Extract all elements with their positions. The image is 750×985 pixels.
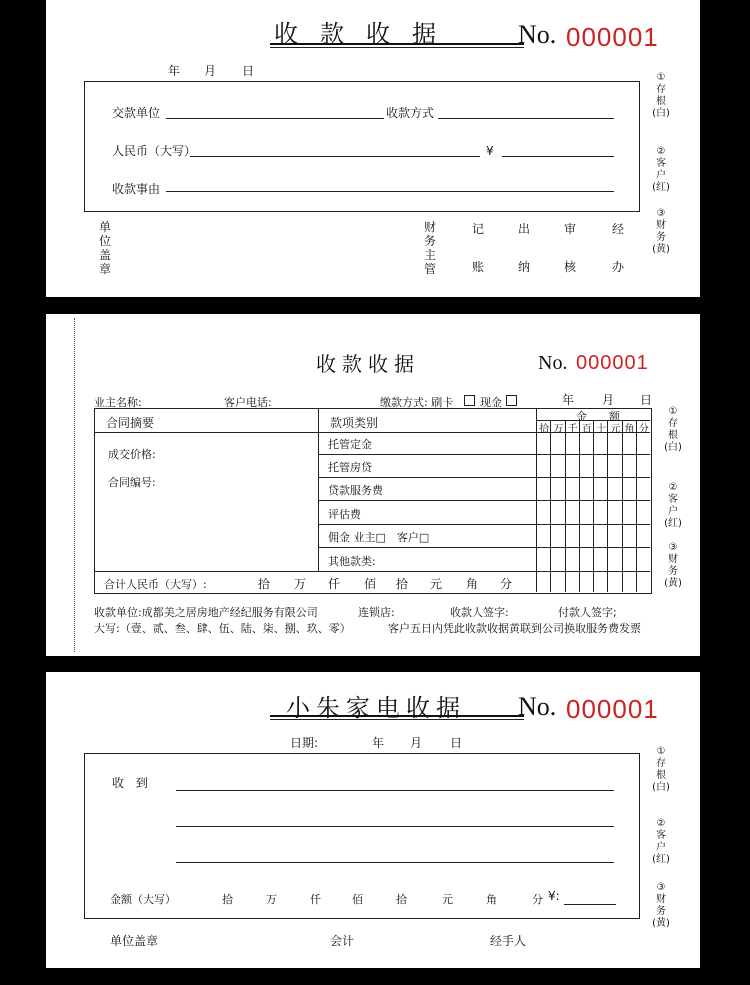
amount-unit-label: 角 <box>486 893 497 906</box>
receipt-number: 000001 <box>576 352 649 374</box>
receipt-3-title: 小朱家电收据 <box>286 694 466 722</box>
digit-header: 万 <box>553 424 564 435</box>
sign-cashier-bottom: 纳 <box>518 260 531 274</box>
item-row-label: 贷款服务费 <box>328 484 383 497</box>
no-label: No. <box>518 20 557 49</box>
sign-handler-top: 经 <box>612 222 625 236</box>
item-row-label: 其他款类: <box>328 555 376 568</box>
reason-field[interactable] <box>166 191 614 192</box>
stamp-label: 单位盖章 <box>110 934 159 948</box>
digit-header: 十 <box>596 424 607 435</box>
amount-label: 金额（大写） <box>110 893 176 906</box>
phone-label: 客户电话: <box>224 396 272 409</box>
amount-unit-label: 分 <box>532 893 543 906</box>
total-label: 合计人民币（大写）: <box>104 578 207 591</box>
day-label: 日 <box>242 64 255 78</box>
year-label: 年 <box>168 64 181 78</box>
no-label: No. <box>518 692 557 721</box>
month-label: 月 <box>602 393 615 407</box>
yen-field[interactable] <box>502 156 614 157</box>
col-contract-header: 合同摘要 <box>106 416 155 430</box>
amount-unit-label: 万 <box>266 893 277 906</box>
day-label: 日 <box>640 393 653 407</box>
title-underline <box>270 715 524 717</box>
receipt-2-title: 收款收据 <box>316 352 420 376</box>
copy-label-stub: ① 存 根 (白) <box>664 406 682 453</box>
title-underline <box>270 47 524 48</box>
method-label: 收款方式 <box>386 106 435 120</box>
receipt-number: 000001 <box>566 694 659 724</box>
stamp-label: 单 位 盖 章 <box>98 220 111 276</box>
cash-label: 现金 <box>480 396 502 409</box>
amount-unit-label: 佰 <box>352 893 363 906</box>
pay-method-label: 缴款方式: 刷卡 <box>380 396 454 409</box>
receipt-1 <box>46 0 700 297</box>
copy-label-customer: ② 客 户 (红) <box>652 146 670 193</box>
receipt-3 <box>46 672 700 968</box>
receipt-number: 000001 <box>566 22 659 52</box>
reason-label: 收款事由 <box>112 182 161 196</box>
amount-unit-label: 元 <box>442 893 453 906</box>
total-unit-label: 拾 <box>396 577 409 591</box>
total-unit-label: 元 <box>430 577 443 591</box>
received-label: 收 到 <box>112 776 152 790</box>
total-unit-label: 角 <box>466 577 479 591</box>
total-unit-label: 佰 <box>364 577 377 591</box>
total-unit-label: 拾 <box>258 577 271 591</box>
sign-handler-bottom: 办 <box>612 260 625 274</box>
day-label: 日 <box>450 736 463 750</box>
date-label: 日期: <box>290 736 319 750</box>
copy-label-stub: ① 存 根 (白) <box>652 746 670 793</box>
cash-checkbox[interactable] <box>506 395 517 406</box>
col-amount-header: 金 额 <box>576 410 620 423</box>
branch-label: 连锁店: <box>358 606 395 619</box>
receipt-1-title: 收款收据 <box>274 20 458 48</box>
copy-label-finance: ③ 财 务 (黄) <box>664 542 682 589</box>
card-checkbox[interactable] <box>464 395 475 406</box>
rmb-field[interactable] <box>190 156 480 157</box>
copy-label-customer: ② 客 户 (红) <box>652 818 670 865</box>
payee-sign-label: 收款人签字: <box>450 606 509 619</box>
month-label: 月 <box>410 736 423 750</box>
col-items-header: 款项类别 <box>330 416 379 430</box>
digit-header: 角 <box>624 424 635 435</box>
title-underline <box>270 719 524 720</box>
amount-unit-label: 仟 <box>310 893 321 906</box>
method-field[interactable] <box>438 118 614 119</box>
item-row-label: 托管定金 <box>328 438 372 451</box>
digit-header: 分 <box>638 424 649 435</box>
sign-review-top: 审 <box>564 222 577 236</box>
perforation-line <box>74 318 75 652</box>
company-label: 收款单位:成都美之居房地产经纪服务有限公司 <box>94 606 318 619</box>
copy-label-finance: ③ 财 务 (黄) <box>652 208 670 255</box>
receipt-2 <box>46 314 700 656</box>
sign-review-bottom: 核 <box>564 260 577 274</box>
accountant-label: 会计 <box>330 934 355 948</box>
daxie-note: 大写:（壹、贰、叁、肆、伍、陆、柒、捌、玖、零） <box>94 622 351 635</box>
yen-label: ¥ <box>486 144 494 158</box>
owner-label: 业主名称: <box>94 396 142 409</box>
item-row-label: 佣金 业主□ 客户□ <box>328 531 430 544</box>
copy-label-stub: ① 存 根 (白) <box>652 72 670 119</box>
contract-no-label: 合同编号: <box>108 476 156 489</box>
handler-label: 经手人 <box>490 934 527 948</box>
title-underline <box>270 43 524 45</box>
sign-bookkeeping-bottom: 账 <box>472 260 485 274</box>
digit-header: 拾 <box>539 424 550 435</box>
total-unit-label: 仟 <box>328 577 341 591</box>
amount-unit-label: 拾 <box>396 893 407 906</box>
received-line-2[interactable] <box>176 826 614 827</box>
finance-label: 财 务 主 管 <box>423 220 436 276</box>
total-unit-label: 分 <box>500 577 513 591</box>
amount-unit-label: 拾 <box>222 893 233 906</box>
digit-header: 百 <box>581 424 592 435</box>
sign-bookkeeping-top: 记 <box>472 222 485 236</box>
invoice-notice: 客户五日内凭此收款收据黄联到公司换取服务费发票 <box>388 622 641 635</box>
sign-cashier-top: 出 <box>518 222 531 236</box>
rmb-label: 人民币（大写） <box>112 144 197 158</box>
year-label: 年 <box>372 736 385 750</box>
item-row-label: 托管房贷 <box>328 461 372 474</box>
digit-header: 千 <box>567 424 578 435</box>
payer-label: 交款单位 <box>112 106 161 120</box>
received-line-3[interactable] <box>176 862 614 863</box>
yen-label: ¥: <box>548 889 560 903</box>
month-label: 月 <box>204 64 217 78</box>
payer-sign-label: 付款人签字; <box>558 606 617 619</box>
item-row-label: 评估费 <box>328 508 361 521</box>
price-label: 成交价格: <box>108 448 156 461</box>
digit-header: 元 <box>610 424 621 435</box>
total-unit-label: 万 <box>294 577 307 591</box>
received-line-1[interactable] <box>176 790 614 791</box>
no-label: No. <box>538 352 568 374</box>
payer-field[interactable] <box>166 118 384 119</box>
year-label: 年 <box>562 393 575 407</box>
copy-label-finance: ③ 财 务 (黄) <box>652 882 670 929</box>
copy-label-customer: ② 客 户 (红) <box>664 482 682 529</box>
yen-field[interactable] <box>564 904 616 905</box>
